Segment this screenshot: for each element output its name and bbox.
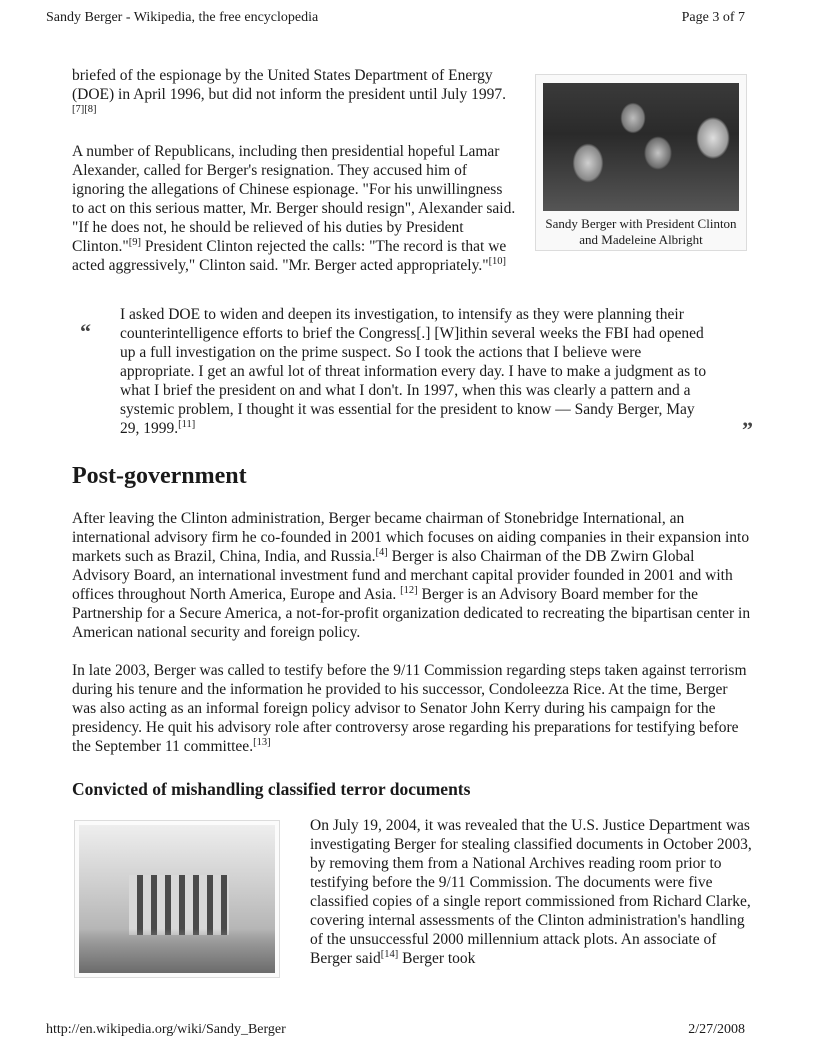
paragraph-republican-calls: A number of Republicans, including then presidential hopeful Lamar Alexander, called for Berger's resignation. They accused him of ignoring the allegations of Chinese espionage. "For his unwillingness to act on this serious matter, Mr. Berger should resign", Alexander said. "If he does not, he should be relieved of his duties by President Clinton."[9] President Clinton rejected the calls: "The record is that we acted aggressively," Clinton said. "Mr. Berger acted appropriately."[10] (72, 143, 516, 274)
header-title: Sandy Berger - Wikipedia, the free encyclopedia (46, 10, 319, 25)
header-page-number: Page 3 of 7 (681, 10, 745, 25)
close-quote-icon: ” (742, 417, 753, 442)
citation-link[interactable]: [13] (253, 736, 271, 748)
citation-link[interactable]: [10] (488, 255, 507, 267)
print-footer (46, 1022, 745, 1038)
citation-link[interactable]: [7][8] (72, 103, 97, 115)
section-heading-convicted: Convicted of mishandling classified terror documents (72, 779, 471, 799)
quote-text: I asked DOE to widen and deepen its investigation, to intensify as they were planning their counterintelligence efforts to brief the Congress[.] [W]ithin several weeks the FBI had opened up a full investigation on the prime suspect. So I took the actions that I believe were appropriate. I get an awful lot of threat information every day. I have to make a judgment as to what I brief the president on and what I don't. In 1997, when this was clearly a pattern and a systemic problem, I thought it was essential for the president to know — Sandy Berger, May 29, 1999.[11] (120, 306, 707, 437)
citation-link[interactable]: [12] (400, 584, 418, 596)
photo-national-archives[interactable] (79, 825, 275, 973)
paragraph-documents-investigation: On July 19, 2004, it was revealed that the U.S. Justice Department was investigating Berger for stealing classified documents in October 2003, by removing them from a National Archives reading room prior to testifying before the 9/11 Commission. The documents were five classified copies of a single report commissioned from Richard Clarke, covering internal assessments of the Clinton administration's handling of the unsuccessful 2000 millennium attack plots. An associate of Berger said[14] Berger took (310, 817, 752, 967)
footer-date: 2/27/2008 (688, 1022, 745, 1037)
citation-link[interactable]: [9] (128, 236, 141, 248)
article-body (72, 66, 752, 1016)
citation-link[interactable]: [4] (375, 546, 388, 558)
paragraph-doe-briefing: briefed of the espionage by the United States Department of Energy (DOE) in April 1996, but did not inform the president until July 1997.[7][8] (72, 67, 506, 115)
paragraph-stonebridge: After leaving the Clinton administration, Berger became chairman of Stonebridge International, an international advisory firm he co-founded in 2001 which focuses on aiding companies in their expansion into markets such as Brazil, China, India, and Russia.[4] Berger is also Chairman of the DB Zwirn Global Advisory Board, an international investment fund and merchant capital provider founded in 2001 and with offices throughout North America, Europe and Asia. [12] Berger is an Advisory Board member for the Partnership for a Secure America, a not-for-profit organization dedicated to recreating the bipartisan center in American national security and foreign policy. (72, 510, 751, 641)
section-heading-post-government: Post-government (72, 463, 247, 489)
citation-link[interactable]: [14] (380, 948, 399, 960)
citation-link[interactable]: [11] (178, 418, 196, 430)
figure-national-archives (74, 820, 280, 978)
open-quote-icon: “ (80, 319, 91, 344)
convicted-section-body (72, 816, 752, 1016)
print-header (46, 10, 745, 26)
figure-caption: Sandy Berger with President Clinton and Madeleine Albright (545, 216, 737, 247)
paragraph-911-commission: In late 2003, Berger was called to testify before the 9/11 Commission regarding steps taken against terrorism during his tenure and the information he provided to his successor, Condoleezza Rice. At the time, Berger was also acting as an informal foreign policy advisor to Senator John Kerry during his campaign for the presidency. He quit his advisory role after controversy arose regarding his preparations for testifying before the September 11 committee.[13] (72, 662, 747, 755)
footer-url: http://en.wikipedia.org/wiki/Sandy_Berger (46, 1022, 286, 1037)
blockquote (72, 305, 753, 442)
